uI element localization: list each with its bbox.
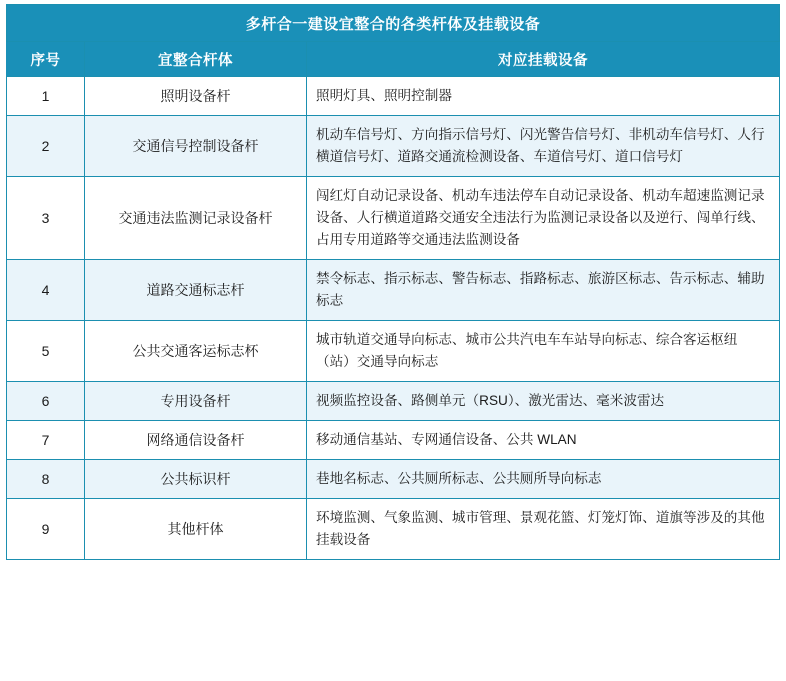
row-index: 8 (7, 460, 85, 499)
row-index: 9 (7, 499, 85, 560)
row-pole: 公共交通客运标志杯 (85, 321, 307, 382)
table-row (7, 77, 780, 116)
row-equipment: 照明灯具、照明控制器 (307, 77, 780, 116)
row-equipment: 机动车信号灯、方向指示信号灯、闪光警告信号灯、非机动车信号灯、人行横道信号灯、道路交通流检测设备、车道信号灯、道口信号灯 (307, 116, 780, 177)
column-header-index: 序号 (7, 42, 85, 77)
table-title: 多杆合一建设宜整合的各类杆体及挂载设备 (7, 5, 780, 42)
table-row (7, 460, 780, 499)
row-equipment: 移动通信基站、专网通信设备、公共 WLAN (307, 421, 780, 460)
row-pole: 网络通信设备杆 (85, 421, 307, 460)
row-equipment: 巷地名标志、公共厕所标志、公共厕所导向标志 (307, 460, 780, 499)
row-equipment: 视频监控设备、路侧单元（RSU）、激光雷达、毫米波雷达 (307, 382, 780, 421)
row-pole: 专用设备杆 (85, 382, 307, 421)
row-pole: 交通违法监测记录设备杆 (85, 177, 307, 260)
row-index: 6 (7, 382, 85, 421)
row-index: 1 (7, 77, 85, 116)
row-pole: 照明设备杆 (85, 77, 307, 116)
table-title-row (7, 5, 780, 42)
pole-integration-table (6, 4, 780, 560)
table-row (7, 260, 780, 321)
column-header-pole: 宜整合杆体 (85, 42, 307, 77)
row-index: 4 (7, 260, 85, 321)
table-row (7, 421, 780, 460)
table-header-row (7, 42, 780, 77)
row-index: 5 (7, 321, 85, 382)
row-index: 3 (7, 177, 85, 260)
row-equipment: 禁令标志、指示标志、警告标志、指路标志、旅游区标志、告示标志、辅助标志 (307, 260, 780, 321)
table-row (7, 382, 780, 421)
row-equipment: 城市轨道交通导向标志、城市公共汽电车车站导向标志、综合客运枢纽（站）交通导向标志 (307, 321, 780, 382)
row-pole: 道路交通标志杆 (85, 260, 307, 321)
row-equipment: 环境监测、气象监测、城市管理、景观花篮、灯笼灯饰、道旗等涉及的其他挂载设备 (307, 499, 780, 560)
column-header-equipment: 对应挂载设备 (307, 42, 780, 77)
row-index: 2 (7, 116, 85, 177)
row-equipment: 闯红灯自动记录设备、机动车违法停车自动记录设备、机动车超速监测记录设备、人行横道道路交通安全违法行为监测记录设备以及逆行、闯单行线、占用专用道路等交通违法监测设备 (307, 177, 780, 260)
row-index: 7 (7, 421, 85, 460)
row-pole: 其他杆体 (85, 499, 307, 560)
table-row (7, 177, 780, 260)
row-pole: 公共标识杆 (85, 460, 307, 499)
table-row (7, 499, 780, 560)
row-pole: 交通信号控制设备杆 (85, 116, 307, 177)
table-row (7, 116, 780, 177)
table-row (7, 321, 780, 382)
